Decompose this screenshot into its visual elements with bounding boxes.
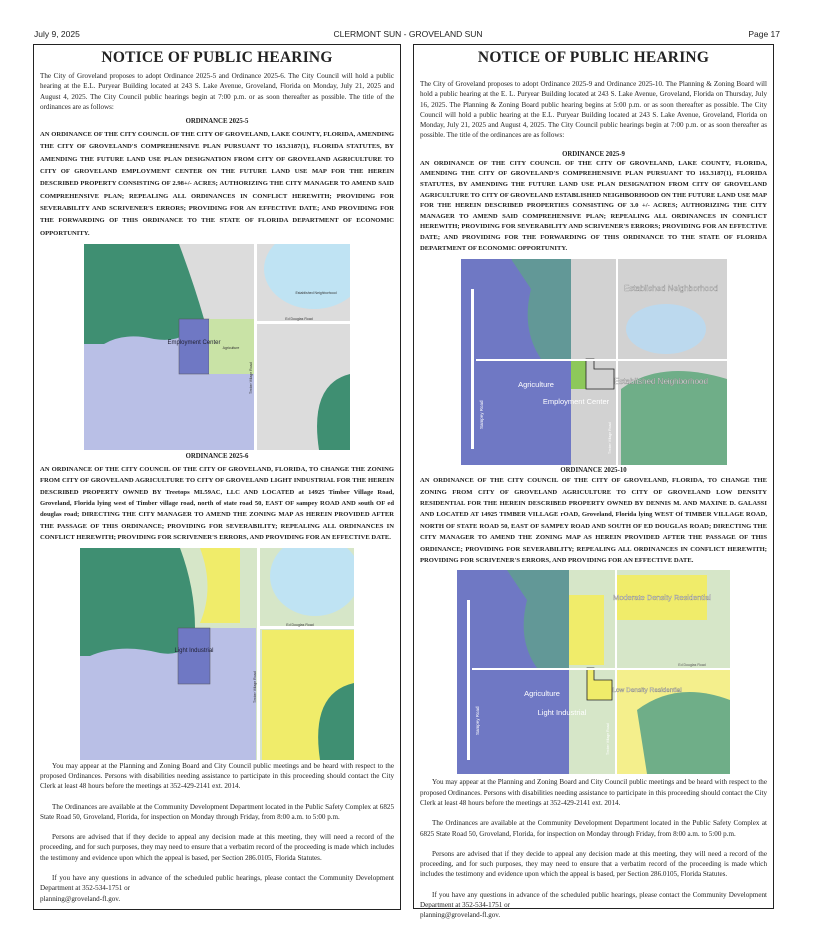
- map-road-label: Timber Village Road: [607, 422, 612, 455]
- map-label: Agriculture: [222, 345, 240, 350]
- map-label: Agriculture: [524, 689, 560, 699]
- issue-date: July 9, 2025: [34, 29, 80, 39]
- map-label: Light Industrial: [537, 708, 587, 718]
- map-label: Established Neighborhood: [613, 377, 708, 387]
- map-road-label: Sampey Road: [478, 400, 484, 430]
- footer-paragraph: Persons are advised that if they decide to appeal any decision made at this meeting, they will need a record of the proceeding, and for such purposes, they may need to ensure that a verbatim record of the proceeding is made which includes the testimony and evidence upon which the appeal is based, per Section 286.0105, Florida Statutes.: [420, 849, 767, 879]
- map-label: Moderate Density Residential: [613, 593, 711, 603]
- ordinance-heading: ORDINANCE 2025-6: [185, 452, 249, 460]
- ordinance-heading: ORDINANCE 2025-10: [560, 467, 627, 475]
- footer-paragraph: The Ordinances are available at the Community Development Department located in the Public Safety Complex at 6825 State Road 50, Groveland, Florida, for inspection on Monday through Friday, from 8:00 a.m. to 5:00 p.m.: [40, 802, 394, 821]
- footer-paragraph: If you have any questions in advance of the scheduled public hearings, please contact the Community Development Department at 352-534-1751 or: [420, 890, 767, 910]
- ordinance-text: AN ORDINANCE OF THE CITY COUNCIL OF THE CITY OF GROVELAND, LAKE COUNTY, FLORIDA, AMENDING THE CITY OF GROVELAND'S COMPREHENSIVE PLAN PURSUANT TO 163.3187(1), FLORIDA STATUTES, BY AMENDING THE FUTURE LAND USE PLAN DESIGNATION FROM CITY OF GROVELAND AGRICULTURE TO CITY OF GROVELAND ESTABLISHED NEIGHBORHOOD ON THE FUTURE LAND USE MAP FOR THE HEREIN DESCRIBED PROPERTIES CONSISTING OF 3.0 +/- ACRES; AUTHORIZING THE CITY MANAGER TO AMEND SAID COMPREHENSIVE PLAN; REPEALING ALL ORDINANCES IN CONFLICT HEREWITH; PROVIDING FOR SEVERABILITY AND SCRIVENER'S ERRORS; PROVIDING FOR AN EFFECTIVE DATE; AND PROVIDING FOR THE FORWARDING OF THIS ORDINANCE TO THE STATE OF FLORIDA DEPARTMENT OF ECONOMIC OPPORTUNITY.: [420, 159, 767, 252]
- page-number: Page 17: [748, 29, 780, 39]
- map-label-highlight: Employment Center: [167, 339, 221, 346]
- notice-title: NOTICE OF PUBLIC HEARING: [101, 49, 333, 66]
- notice-right: [413, 44, 774, 920]
- land-use-map: [84, 244, 350, 450]
- footer-paragraph: If you have any questions in advance of the scheduled public hearings, please contact the Community Development Department at 352-534-1751 or: [40, 874, 394, 893]
- map-road-label: Ed Douglas Road: [285, 316, 313, 321]
- publication-name: CLERMONT SUN - GROVELAND SUN: [333, 29, 483, 39]
- map-label: Established Neighborhood: [295, 290, 337, 295]
- map-label: Agriculture: [517, 380, 554, 390]
- ordinance-text: AN ORDINANCE OF THE CITY COUNCIL OF THE CITY OF GROVELAND, FLORIDA, TO CHANGE THE ZONING FROM CITY OF GROVELAND AGRICULTURE TO CITY OF GROVELAND LOW DENSITY RESIDENTIAL FOR THE HEREIN DESCRIBED PROPERTY OWNED BY DENNIS M. AND MAXINE D. GALASSI AND LOCATED AT 14925 TIMBER VILLAGE rOAD, Groveland, Florida lying WEST Of TIMBER VILLAGE ROAD, NORTH OF STATE ROAD 50, EAST OF SAMPEY ROAD AND SOUTH OF ED DOUGLAS ROAD; DIRECTING THE CITY MANAGER TO AMEND THE ZONING MAP AS HEREIN PROVIDED AFTER THE PASSAGE OF THIS ORDINANCE; PROVIDING FOR SEVERABILITY; REPEALING ALL ORDINANCES IN CONFLICT HEREWITH; PROVIDING FOR SCRIVENER'S ERRORS, AND PROVIDING FOR AN EFFECTIVE DATE.: [420, 477, 767, 564]
- footer-paragraph: Persons are advised that if they decide to appeal any decision made at this meeting, they will need a record of the proceeding, and for such purposes, they may need to ensure that a verbatim record of the proceeding is made which includes the testimony and evidence upon which the appeal is based, per Section 286.0105, Florida Statutes.: [40, 833, 394, 862]
- map-label: Low Density Residential: [612, 687, 682, 695]
- footer-paragraph: You may appear at the Planning and Zoning Board and City Council public meetings and be heard with respect to the proposed Ordinances. Persons with disabilities needing assistance to participate in this proceeding should contact the City Clerk at least 48 hours before the meetings at 352-429-2141 ext. 2014.: [40, 761, 394, 791]
- contact-email[interactable]: planning@groveland-fl.gov.: [420, 911, 501, 920]
- map-label-highlight: Light Industrial: [174, 647, 214, 654]
- notice-left: [33, 44, 401, 910]
- ordinance-text: AN ORDINANCE OF THE CITY COUNCIL OF THE CITY OF GROVELAND, FLORIDA, TO CHANGE THE ZONING FROM CITY OF GROVELAND AGRICULTURE TO CITY OF GROVELAND LIGHT INDUSTRIAL FOR THE HEREIN DESCRIBED PROPERTY OWNED BY Treetops ML59AC, LLC AND LOCATED at 14925 Timber Village Road, Groveland, Florida lying west of Timber village road, north of state road 50, EAST OF sampey ROAD AND south OF ed douglas road; DIRECTING THE CITY MANAGER TO AMEND THE ZONING MAP AS HEREIN PROVIDED AFTER THE PASSAGE OF THIS ORDINANCE; PROVIDING FOR SEVERABILITY; REPEALING ALL ORDINANCES IN CONFLICT HEREWITH; PROVIDING FOR SCRIVENER'S ERRORS, AND PROVIDING FOR AN EFFECTIVE DATE.: [40, 465, 394, 542]
- map-label: Employment Center: [542, 397, 609, 407]
- notice-intro: The City of Groveland proposes to adopt Ordinance 2025-9 and Ordinance 2025-10. The Planning & Zoning Board will hold a public hearing at the E. L. Puryear Building located at 243 S. Lake Avenue, Groveland, Florida on Thursday, July 16, 2025. The Planning & Zoning Board public hearing begins at 5:00 p.m. or as soon thereafter as possible. The City Council will hold a public hearing at the E.L. Puryear Building located at 243 S. Lake Avenue, Groveland, Florida on Monday, July 21, 2025 and August 4, 2025. The City Council public hearings begin at 7:00 p.m. or as soon thereafter as possible. The title of the ordinances are as follows:: [420, 80, 767, 140]
- map-road-label: Timber Village Road: [606, 723, 610, 756]
- notice-intro: The City of Groveland proposes to adopt Ordinance 2025-5 and Ordinance 2025-6. The City Council will hold a public hearing at the E.L. Puryear Building located at 243 S. Lake Avenue, Groveland, Florida on Monday, July 21, 2025 and August 4, 2025. The City Council public hearings begin at 7:00 p.m. or as soon thereafter as possible. The title of the ordinances are as follows:: [40, 72, 394, 111]
- footer-paragraph: The Ordinances are available at the Community Development Department located in the Public Safety Complex at 6825 State Road 50, Groveland, Florida, for inspection on Monday through Friday, from 8:00 a.m. to 5:00 p.m.: [420, 819, 767, 838]
- map-label: Established Neighborhood: [623, 284, 718, 294]
- zoning-map: [457, 570, 730, 774]
- ordinance-text: AN ORDINANCE OF THE CITY COUNCIL OF THE CITY OF GROVELAND, LAKE COUNTY, FLORIDA, AMENDING THE CITY OF GROVELAND'S COMPREHENSIVE PLAN PURSUANT TO 163.3187(1), FLORIDA STATUTES, BY AMENDING THE FUTURE LAND USE PLAN DESIGNATION FROM CITY OF GROVELAND AGRICULTURE TO CITY OF GROVELAND EMPLOYMENT CENTER ON THE FUTURE LAND USE MAP FOR THE HEREIN DESCRIBED PROPERTY CONSISTING OF 2.98+/- ACRES; AUTHORIZING THE CITY MANAGER TO AMEND SAID COMPREHENSIVE PLAN; REPEALING ALL ORDINANCES IN CONFLICT HEREWITH; PROVIDING FOR SEVERABILITY AND SCRIVENER'S ERRORS; PROVIDING FOR AN EFFECTIVE DATE; AND PROVIDING FOR THE FORWARDING OF THIS ORDINANCE TO THE STATE OF FLORIDA DEPARTMENT OF ECONOMIC OPPORTUNITY.: [40, 131, 394, 237]
- notice-title: NOTICE OF PUBLIC HEARING: [477, 49, 710, 66]
- ordinance-heading: ORDINANCE 2025-5: [185, 118, 249, 126]
- map-road-label: Sampey Road: [475, 706, 480, 736]
- map-road-label: Ed Douglas Road: [286, 622, 314, 627]
- map-road-label: Ed Douglas Road: [678, 663, 706, 668]
- land-use-map: [461, 259, 727, 465]
- map-road-label: Timber Village Road: [249, 362, 253, 394]
- map-road-label: Timber Village Road: [253, 671, 257, 703]
- contact-email[interactable]: planning@groveland-fl.gov.: [40, 894, 121, 903]
- ordinance-heading: ORDINANCE 2025-9: [562, 150, 625, 158]
- zoning-map: [80, 548, 354, 760]
- footer-paragraph: You may appear at the Planning and Zoning Board and City Council public meetings and be heard with respect to the proposed Ordinances. Persons with disabilities needing assistance to participate in this proceeding should contact the City Clerk at least 48 hours before the meetings at 352-429-2141 ext. 2014.: [420, 778, 767, 807]
